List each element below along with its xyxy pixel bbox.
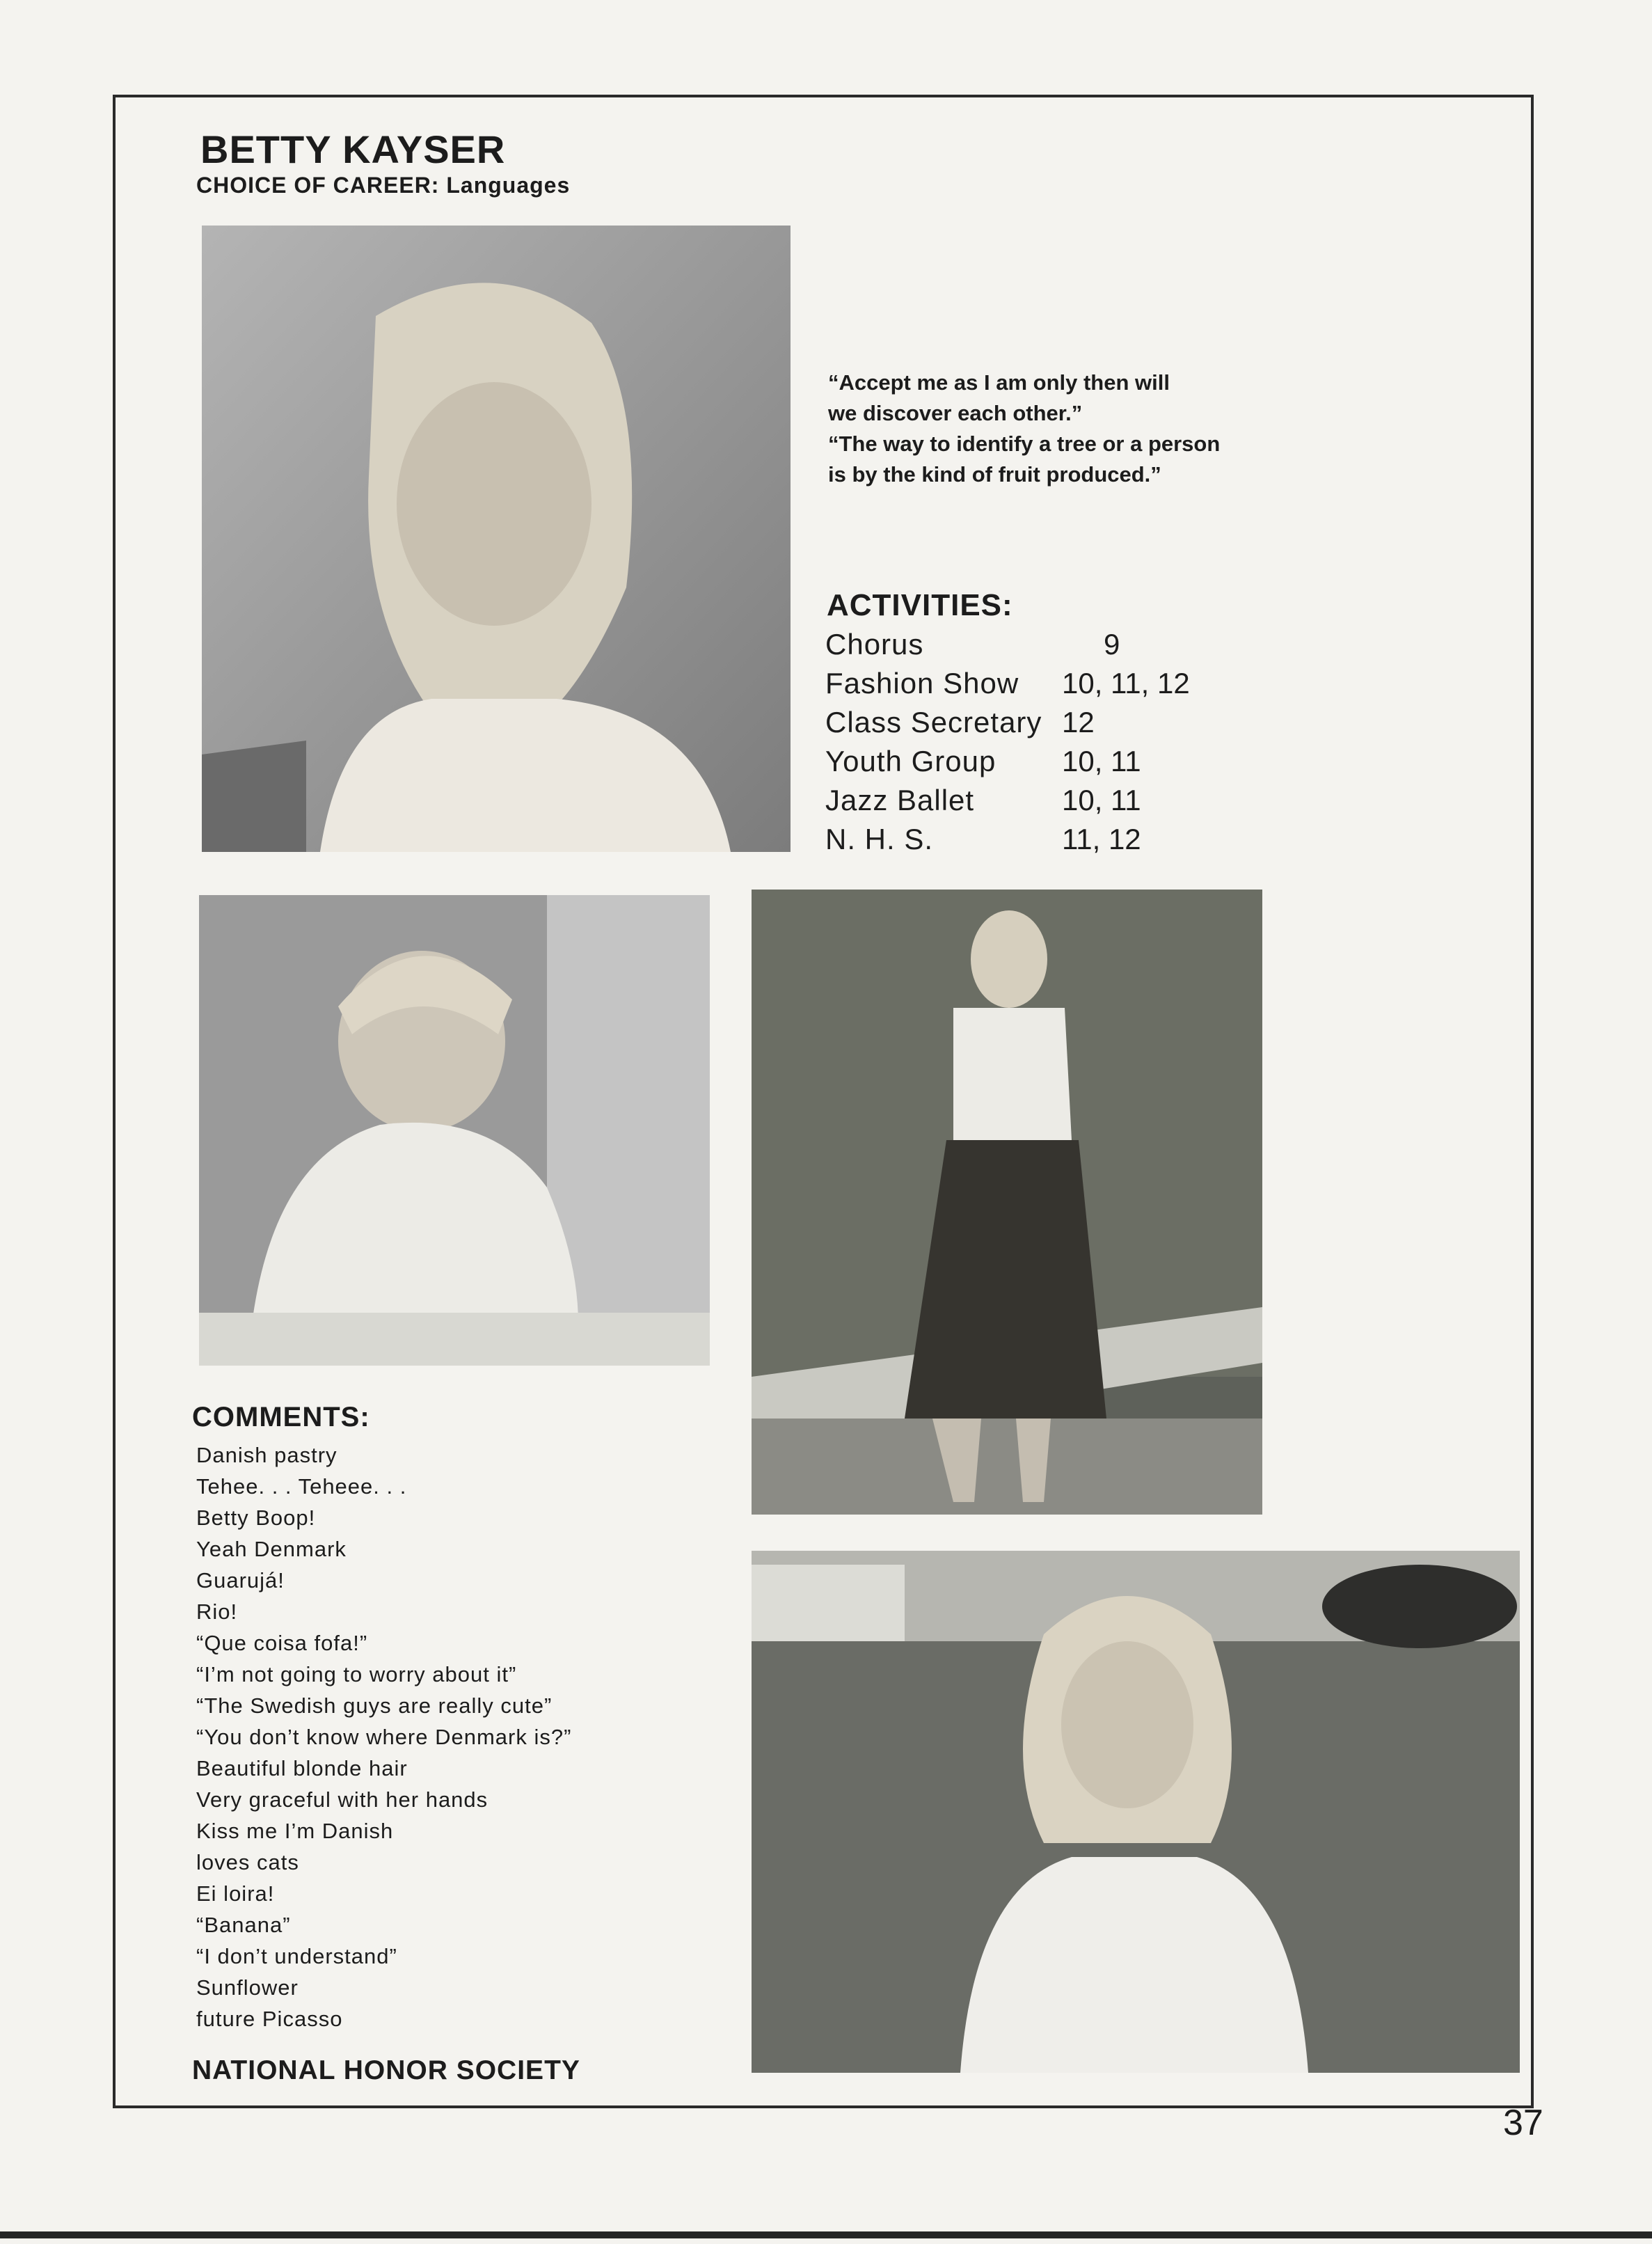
comment-item: “Que coisa fofa!”: [196, 1631, 368, 1655]
comment-item: Sunflower: [196, 1975, 299, 2000]
scan-edge-bar: [0, 2231, 1652, 2238]
comment-item: future Picasso: [196, 2007, 343, 2031]
quote-line: “Accept me as I am only then will: [828, 370, 1170, 395]
activity-row: [825, 625, 1190, 664]
activities-heading: ACTIVITIES:: [827, 588, 1013, 622]
activity-row: [825, 781, 1190, 820]
activity-years: 10, 11, 12: [1062, 667, 1190, 700]
comment-item: “I’m not going to worry about it”: [196, 1662, 517, 1686]
baby-photo: [199, 895, 710, 1366]
comment-item: Betty Boop!: [196, 1506, 316, 1530]
comment-item: Rio!: [196, 1599, 238, 1624]
quote-block: [828, 368, 1357, 490]
comment-item: Beautiful blonde hair: [196, 1756, 408, 1780]
quote-line: is by the kind of fruit produced.”: [828, 462, 1161, 487]
activity-row: [825, 742, 1190, 781]
student-name: BETTY KAYSER: [200, 127, 506, 171]
activity-label: Class Secretary: [825, 706, 1042, 738]
comment-item: Yeah Denmark: [196, 1537, 347, 1561]
comment-item: “The Swedish guys are really cute”: [196, 1693, 553, 1718]
career-choice: CHOICE OF CAREER: Languages: [196, 173, 571, 198]
activity-label: Youth Group: [825, 745, 996, 777]
standing-photo: [752, 890, 1262, 1515]
comment-item: Danish pastry: [196, 1443, 337, 1467]
comment-item: Ei loira!: [196, 1881, 275, 1906]
comment-item: “You don’t know where Denmark is?”: [196, 1725, 572, 1749]
activity-label: Chorus: [825, 628, 924, 661]
activity-years: 10, 11: [1062, 745, 1141, 777]
comment-item: Guarujá!: [196, 1568, 285, 1593]
activities-list: [825, 625, 1190, 859]
portrait-photo: [202, 226, 791, 852]
quote-line: we discover each other.”: [828, 401, 1083, 425]
lawn-portrait-photo: [752, 1551, 1520, 2073]
comment-item: Kiss me I’m Danish: [196, 1819, 394, 1843]
activity-row: [825, 664, 1190, 703]
activity-years: 11, 12: [1062, 823, 1141, 855]
activity-years: 12: [1062, 706, 1095, 738]
activity-years: 9: [1104, 628, 1120, 661]
activity-row: [825, 703, 1190, 742]
quote-line: “The way to identify a tree or a person: [828, 432, 1221, 456]
activity-label: Fashion Show: [825, 667, 1019, 700]
society-label: NATIONAL HONOR SOCIETY: [192, 2055, 580, 2085]
activity-label: Jazz Ballet: [825, 784, 975, 816]
comment-item: “I don’t understand”: [196, 1944, 397, 1968]
activity-label: N. H. S.: [825, 823, 934, 855]
page-number: 37: [1503, 2103, 1543, 2143]
comments-heading: COMMENTS:: [192, 1402, 370, 1432]
comment-item: “Banana”: [196, 1913, 291, 1937]
comment-item: Very graceful with her hands: [196, 1787, 489, 1812]
comment-item: loves cats: [196, 1850, 299, 1874]
activity-row: [825, 820, 1190, 859]
comments-list: [196, 1439, 571, 2034]
comment-item: Tehee. . . Teheee. . .: [196, 1474, 407, 1499]
activity-years: 10, 11: [1062, 784, 1141, 816]
